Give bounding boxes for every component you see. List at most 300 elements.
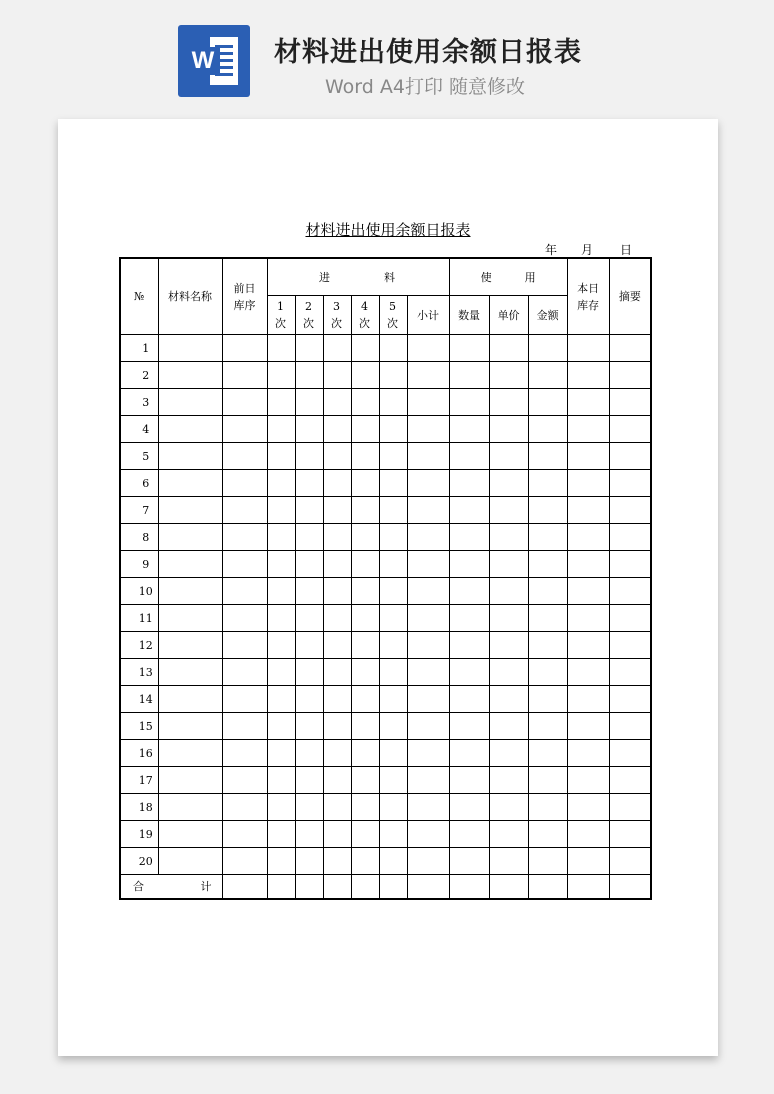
table-cell[interactable] bbox=[449, 470, 489, 497]
total-cell[interactable] bbox=[609, 875, 651, 900]
table-cell[interactable] bbox=[528, 362, 567, 389]
table-cell[interactable] bbox=[609, 497, 651, 524]
table-row bbox=[120, 470, 651, 497]
table-cell[interactable] bbox=[528, 740, 567, 767]
header-subtitle: Word A4打印 随意修改 bbox=[325, 76, 526, 98]
table-cell[interactable] bbox=[295, 389, 323, 416]
table-cell[interactable] bbox=[449, 632, 489, 659]
table-cell[interactable] bbox=[449, 686, 489, 713]
table-cell[interactable] bbox=[489, 632, 528, 659]
table-cell[interactable] bbox=[267, 632, 295, 659]
table-cell[interactable] bbox=[489, 497, 528, 524]
table-cell[interactable] bbox=[567, 362, 609, 389]
table-cell[interactable] bbox=[379, 416, 407, 443]
table-cell[interactable] bbox=[407, 740, 449, 767]
table-cell[interactable] bbox=[609, 821, 651, 848]
table-cell[interactable] bbox=[407, 659, 449, 686]
table-cell[interactable] bbox=[295, 443, 323, 470]
table-row bbox=[120, 767, 651, 794]
table-cell[interactable] bbox=[158, 524, 222, 551]
table-cell[interactable] bbox=[528, 578, 567, 605]
table-cell[interactable] bbox=[158, 605, 222, 632]
table-cell[interactable] bbox=[267, 497, 295, 524]
table-cell[interactable] bbox=[379, 848, 407, 875]
table-cell[interactable] bbox=[528, 524, 567, 551]
header-time-5: 5次 bbox=[379, 296, 407, 335]
table-cell[interactable] bbox=[351, 551, 379, 578]
table-cell[interactable] bbox=[267, 767, 295, 794]
table-cell[interactable] bbox=[351, 767, 379, 794]
table-cell[interactable] bbox=[567, 524, 609, 551]
row-number: 9 bbox=[120, 551, 158, 578]
header-no: № bbox=[120, 258, 158, 335]
table-cell[interactable] bbox=[407, 578, 449, 605]
table-cell[interactable] bbox=[528, 497, 567, 524]
table-cell[interactable] bbox=[222, 686, 267, 713]
table-cell[interactable] bbox=[379, 632, 407, 659]
total-cell[interactable] bbox=[295, 875, 323, 900]
table-cell[interactable] bbox=[449, 659, 489, 686]
table-cell[interactable] bbox=[567, 497, 609, 524]
table-cell[interactable] bbox=[158, 551, 222, 578]
table-cell[interactable] bbox=[609, 524, 651, 551]
table-cell[interactable] bbox=[379, 659, 407, 686]
table-cell[interactable] bbox=[379, 443, 407, 470]
table-cell[interactable] bbox=[267, 686, 295, 713]
table-cell[interactable] bbox=[379, 524, 407, 551]
table-cell[interactable] bbox=[267, 443, 295, 470]
table-cell[interactable] bbox=[489, 821, 528, 848]
table-cell[interactable] bbox=[609, 632, 651, 659]
table-cell[interactable] bbox=[528, 632, 567, 659]
table-cell[interactable] bbox=[267, 362, 295, 389]
table-cell[interactable] bbox=[379, 686, 407, 713]
table-cell[interactable] bbox=[158, 335, 222, 362]
table-cell[interactable] bbox=[267, 605, 295, 632]
table-cell[interactable] bbox=[567, 848, 609, 875]
table-cell[interactable] bbox=[158, 740, 222, 767]
table-cell[interactable] bbox=[295, 497, 323, 524]
table-cell[interactable] bbox=[609, 335, 651, 362]
table-cell[interactable] bbox=[528, 767, 567, 794]
header-quantity: 数量 bbox=[449, 296, 489, 335]
table-cell[interactable] bbox=[295, 578, 323, 605]
header-time-4: 4次 bbox=[351, 296, 379, 335]
total-cell[interactable] bbox=[449, 875, 489, 900]
table-cell[interactable] bbox=[567, 632, 609, 659]
table-cell[interactable] bbox=[379, 794, 407, 821]
table-cell[interactable] bbox=[323, 686, 351, 713]
table-cell[interactable] bbox=[449, 524, 489, 551]
table-cell[interactable] bbox=[323, 605, 351, 632]
table-cell[interactable] bbox=[267, 335, 295, 362]
table-cell[interactable] bbox=[528, 335, 567, 362]
table-cell[interactable] bbox=[158, 416, 222, 443]
table-cell[interactable] bbox=[295, 470, 323, 497]
table-cell[interactable] bbox=[158, 362, 222, 389]
table-cell[interactable] bbox=[267, 470, 295, 497]
table-cell[interactable] bbox=[351, 821, 379, 848]
table-cell[interactable] bbox=[407, 821, 449, 848]
table-cell[interactable] bbox=[222, 821, 267, 848]
table-cell[interactable] bbox=[379, 713, 407, 740]
table-cell[interactable] bbox=[351, 686, 379, 713]
table-row bbox=[120, 578, 651, 605]
table-cell[interactable] bbox=[351, 578, 379, 605]
table-cell[interactable] bbox=[351, 335, 379, 362]
table-cell[interactable] bbox=[323, 551, 351, 578]
table-cell[interactable] bbox=[379, 362, 407, 389]
row-number: 4 bbox=[120, 416, 158, 443]
table-cell[interactable] bbox=[528, 551, 567, 578]
table-cell[interactable] bbox=[222, 497, 267, 524]
table-cell[interactable] bbox=[351, 659, 379, 686]
table-cell[interactable] bbox=[351, 632, 379, 659]
table-cell[interactable] bbox=[567, 443, 609, 470]
table-cell[interactable] bbox=[158, 389, 222, 416]
table-cell[interactable] bbox=[528, 821, 567, 848]
table-cell[interactable] bbox=[609, 713, 651, 740]
table-cell[interactable] bbox=[528, 686, 567, 713]
table-cell[interactable] bbox=[407, 389, 449, 416]
table-cell[interactable] bbox=[609, 794, 651, 821]
table-cell[interactable] bbox=[323, 470, 351, 497]
table-cell[interactable] bbox=[323, 389, 351, 416]
total-label-ji: 计 bbox=[200, 880, 212, 893]
table-cell[interactable] bbox=[351, 389, 379, 416]
total-cell[interactable] bbox=[567, 875, 609, 900]
table-cell[interactable] bbox=[323, 848, 351, 875]
date-day: 日 bbox=[620, 243, 633, 257]
table-cell[interactable] bbox=[158, 848, 222, 875]
table-cell[interactable] bbox=[567, 605, 609, 632]
table-cell[interactable] bbox=[158, 713, 222, 740]
table-cell[interactable] bbox=[351, 713, 379, 740]
row-number: 19 bbox=[120, 821, 158, 848]
total-cell[interactable] bbox=[528, 875, 567, 900]
table-cell[interactable] bbox=[379, 335, 407, 362]
table-cell[interactable] bbox=[407, 686, 449, 713]
table-cell[interactable] bbox=[323, 767, 351, 794]
table-cell[interactable] bbox=[407, 794, 449, 821]
total-cell[interactable] bbox=[323, 875, 351, 900]
row-number: 12 bbox=[120, 632, 158, 659]
table-cell[interactable] bbox=[267, 713, 295, 740]
table-cell[interactable] bbox=[407, 848, 449, 875]
table-cell[interactable] bbox=[158, 767, 222, 794]
table-cell[interactable] bbox=[567, 389, 609, 416]
table-cell[interactable] bbox=[158, 443, 222, 470]
table-cell[interactable] bbox=[567, 659, 609, 686]
table-cell[interactable] bbox=[323, 740, 351, 767]
table-cell[interactable] bbox=[609, 740, 651, 767]
table-cell[interactable] bbox=[379, 578, 407, 605]
table-cell[interactable] bbox=[379, 740, 407, 767]
table-cell[interactable] bbox=[295, 362, 323, 389]
table-cell[interactable] bbox=[158, 497, 222, 524]
table-cell[interactable] bbox=[449, 578, 489, 605]
table-cell[interactable] bbox=[379, 497, 407, 524]
table-cell[interactable] bbox=[323, 659, 351, 686]
table-cell[interactable] bbox=[407, 362, 449, 389]
table-cell[interactable] bbox=[323, 794, 351, 821]
table-cell[interactable] bbox=[449, 497, 489, 524]
table-cell[interactable] bbox=[295, 686, 323, 713]
table-cell[interactable] bbox=[407, 605, 449, 632]
table-cell[interactable] bbox=[351, 443, 379, 470]
row-number: 10 bbox=[120, 578, 158, 605]
table-cell[interactable] bbox=[449, 794, 489, 821]
table-cell[interactable] bbox=[222, 443, 267, 470]
table-cell[interactable] bbox=[489, 362, 528, 389]
total-cell[interactable] bbox=[407, 875, 449, 900]
table-cell[interactable] bbox=[407, 713, 449, 740]
table-cell[interactable] bbox=[567, 713, 609, 740]
table-cell[interactable] bbox=[609, 389, 651, 416]
table-cell[interactable] bbox=[323, 497, 351, 524]
table-cell[interactable] bbox=[379, 470, 407, 497]
table-cell[interactable] bbox=[379, 389, 407, 416]
table-cell[interactable] bbox=[295, 767, 323, 794]
table-cell[interactable] bbox=[528, 470, 567, 497]
table-cell[interactable] bbox=[567, 767, 609, 794]
table-cell[interactable] bbox=[222, 659, 267, 686]
table-cell[interactable] bbox=[609, 686, 651, 713]
table-cell[interactable] bbox=[222, 794, 267, 821]
table-cell[interactable] bbox=[489, 605, 528, 632]
table-cell[interactable] bbox=[407, 443, 449, 470]
table-cell[interactable] bbox=[295, 335, 323, 362]
table-cell[interactable] bbox=[351, 470, 379, 497]
table-cell[interactable] bbox=[609, 443, 651, 470]
table-cell[interactable] bbox=[222, 632, 267, 659]
header-usage: 使 用 bbox=[449, 258, 567, 296]
table-cell[interactable] bbox=[222, 416, 267, 443]
total-cell[interactable] bbox=[351, 875, 379, 900]
table-cell[interactable] bbox=[267, 524, 295, 551]
header-incoming: 进 料 bbox=[267, 258, 449, 296]
table-cell[interactable] bbox=[379, 821, 407, 848]
table-cell[interactable] bbox=[323, 362, 351, 389]
table-cell[interactable] bbox=[609, 848, 651, 875]
table-cell[interactable] bbox=[449, 416, 489, 443]
table-cell[interactable] bbox=[407, 470, 449, 497]
table-row bbox=[120, 740, 651, 767]
table-cell[interactable] bbox=[351, 362, 379, 389]
table-cell[interactable] bbox=[567, 740, 609, 767]
table-cell[interactable] bbox=[609, 659, 651, 686]
table-cell[interactable] bbox=[407, 632, 449, 659]
table-row bbox=[120, 389, 651, 416]
table-cell[interactable] bbox=[267, 578, 295, 605]
table-cell[interactable] bbox=[567, 551, 609, 578]
total-cell[interactable] bbox=[489, 875, 528, 900]
table-cell[interactable] bbox=[222, 713, 267, 740]
table-cell[interactable] bbox=[267, 794, 295, 821]
table-cell[interactable] bbox=[267, 551, 295, 578]
table-cell[interactable] bbox=[158, 632, 222, 659]
table-cell[interactable] bbox=[528, 416, 567, 443]
table-cell[interactable] bbox=[449, 605, 489, 632]
table-cell[interactable] bbox=[528, 389, 567, 416]
table-cell[interactable] bbox=[489, 335, 528, 362]
table-cell[interactable] bbox=[295, 416, 323, 443]
table-cell[interactable] bbox=[222, 605, 267, 632]
table-cell[interactable] bbox=[323, 821, 351, 848]
table-cell[interactable] bbox=[528, 794, 567, 821]
table-cell[interactable] bbox=[407, 767, 449, 794]
table-cell[interactable] bbox=[528, 443, 567, 470]
table-cell[interactable] bbox=[489, 443, 528, 470]
total-cell[interactable] bbox=[222, 875, 267, 900]
table-cell[interactable] bbox=[449, 551, 489, 578]
table-cell[interactable] bbox=[379, 605, 407, 632]
table-cell[interactable] bbox=[528, 659, 567, 686]
table-cell[interactable] bbox=[567, 794, 609, 821]
table-cell[interactable] bbox=[295, 848, 323, 875]
header-prev-stock: 前日库序 bbox=[222, 258, 267, 335]
table-cell[interactable] bbox=[489, 713, 528, 740]
table-cell[interactable] bbox=[528, 605, 567, 632]
table-cell[interactable] bbox=[158, 686, 222, 713]
table-cell[interactable] bbox=[222, 740, 267, 767]
table-cell[interactable] bbox=[489, 740, 528, 767]
row-number: 20 bbox=[120, 848, 158, 875]
table-cell[interactable] bbox=[609, 767, 651, 794]
table-cell[interactable] bbox=[158, 470, 222, 497]
table-cell[interactable] bbox=[489, 848, 528, 875]
table-cell[interactable] bbox=[609, 362, 651, 389]
table-cell[interactable] bbox=[222, 362, 267, 389]
table-cell[interactable] bbox=[407, 497, 449, 524]
table-cell[interactable] bbox=[567, 821, 609, 848]
row-number: 11 bbox=[120, 605, 158, 632]
table-cell[interactable] bbox=[267, 659, 295, 686]
row-number: 7 bbox=[120, 497, 158, 524]
table-cell[interactable] bbox=[323, 443, 351, 470]
table-cell[interactable] bbox=[222, 848, 267, 875]
table-cell[interactable] bbox=[567, 416, 609, 443]
table-cell[interactable] bbox=[489, 578, 528, 605]
table-cell[interactable] bbox=[158, 794, 222, 821]
table-cell[interactable] bbox=[323, 713, 351, 740]
table-cell[interactable] bbox=[449, 335, 489, 362]
table-cell[interactable] bbox=[323, 524, 351, 551]
table-cell[interactable] bbox=[449, 389, 489, 416]
table-cell[interactable] bbox=[351, 740, 379, 767]
table-cell[interactable] bbox=[609, 470, 651, 497]
table-cell[interactable] bbox=[528, 713, 567, 740]
table-cell[interactable] bbox=[222, 578, 267, 605]
total-cell[interactable] bbox=[379, 875, 407, 900]
table-cell[interactable] bbox=[351, 794, 379, 821]
table-cell[interactable] bbox=[267, 389, 295, 416]
table-cell[interactable] bbox=[323, 632, 351, 659]
table-cell[interactable] bbox=[609, 605, 651, 632]
table-cell[interactable] bbox=[609, 551, 651, 578]
table-cell[interactable] bbox=[407, 551, 449, 578]
table-cell[interactable] bbox=[351, 416, 379, 443]
table-cell[interactable] bbox=[379, 551, 407, 578]
total-cell[interactable] bbox=[267, 875, 295, 900]
word-icon-letter: W bbox=[186, 47, 220, 75]
table-cell[interactable] bbox=[351, 524, 379, 551]
table-cell[interactable] bbox=[222, 470, 267, 497]
table-cell[interactable] bbox=[295, 740, 323, 767]
table-cell[interactable] bbox=[222, 767, 267, 794]
table-cell[interactable] bbox=[158, 659, 222, 686]
table-cell[interactable] bbox=[489, 551, 528, 578]
table-cell[interactable] bbox=[295, 794, 323, 821]
table-cell[interactable] bbox=[222, 551, 267, 578]
table-cell[interactable] bbox=[567, 470, 609, 497]
table-cell[interactable] bbox=[295, 551, 323, 578]
table-cell[interactable] bbox=[222, 524, 267, 551]
row-number: 2 bbox=[120, 362, 158, 389]
table-cell[interactable] bbox=[489, 659, 528, 686]
table-cell[interactable] bbox=[449, 740, 489, 767]
table-cell[interactable] bbox=[351, 605, 379, 632]
header-time-1: 1次 bbox=[267, 296, 295, 335]
table-cell[interactable] bbox=[489, 470, 528, 497]
table-cell[interactable] bbox=[449, 821, 489, 848]
table-cell[interactable] bbox=[489, 794, 528, 821]
table-cell[interactable] bbox=[489, 767, 528, 794]
table-cell[interactable] bbox=[407, 335, 449, 362]
table-cell[interactable] bbox=[489, 524, 528, 551]
table-cell[interactable] bbox=[609, 416, 651, 443]
table-cell[interactable] bbox=[449, 713, 489, 740]
table-cell[interactable] bbox=[567, 335, 609, 362]
date-year: 年 bbox=[545, 243, 558, 257]
table-cell[interactable] bbox=[222, 335, 267, 362]
table-cell[interactable] bbox=[158, 578, 222, 605]
table-cell[interactable] bbox=[489, 686, 528, 713]
table-cell[interactable] bbox=[528, 848, 567, 875]
table-cell[interactable] bbox=[323, 335, 351, 362]
table-cell[interactable] bbox=[489, 389, 528, 416]
table-cell[interactable] bbox=[449, 848, 489, 875]
table-cell[interactable] bbox=[267, 416, 295, 443]
header-summary: 摘要 bbox=[609, 258, 651, 335]
table-cell[interactable] bbox=[267, 740, 295, 767]
table-cell[interactable] bbox=[267, 821, 295, 848]
table-cell[interactable] bbox=[295, 605, 323, 632]
table-cell[interactable] bbox=[351, 497, 379, 524]
table-cell[interactable] bbox=[295, 713, 323, 740]
table-cell[interactable] bbox=[323, 578, 351, 605]
table-cell[interactable] bbox=[295, 524, 323, 551]
table-cell[interactable] bbox=[351, 848, 379, 875]
table-cell[interactable] bbox=[489, 416, 528, 443]
table-cell[interactable] bbox=[567, 578, 609, 605]
table-cell[interactable] bbox=[609, 578, 651, 605]
table-cell[interactable] bbox=[449, 443, 489, 470]
table-cell[interactable] bbox=[407, 416, 449, 443]
table-cell[interactable] bbox=[295, 659, 323, 686]
table-cell[interactable] bbox=[295, 632, 323, 659]
table-cell[interactable] bbox=[449, 362, 489, 389]
table-cell[interactable] bbox=[567, 686, 609, 713]
table-cell[interactable] bbox=[379, 767, 407, 794]
table-cell[interactable] bbox=[222, 389, 267, 416]
table-cell[interactable] bbox=[158, 821, 222, 848]
table-cell[interactable] bbox=[449, 767, 489, 794]
table-cell[interactable] bbox=[407, 524, 449, 551]
table-cell[interactable] bbox=[323, 416, 351, 443]
table-cell[interactable] bbox=[295, 821, 323, 848]
table-cell[interactable] bbox=[267, 848, 295, 875]
